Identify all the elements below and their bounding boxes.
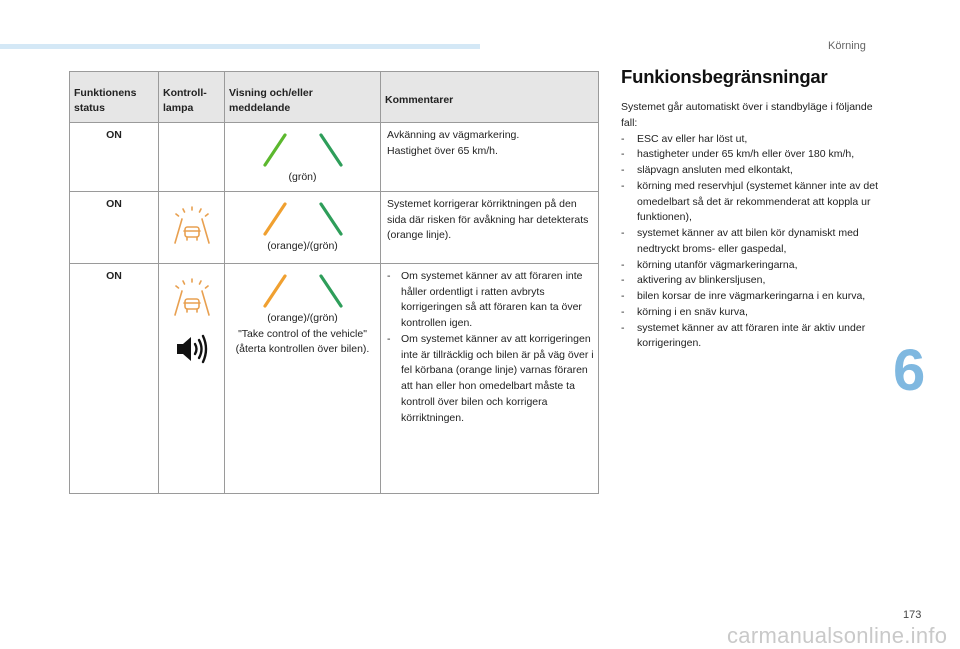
lane-assist-lamp-icon (170, 205, 214, 245)
speaker-icon (174, 333, 210, 365)
display-caption: (orange)/(grön) (267, 311, 338, 324)
lamp-cell (159, 123, 225, 192)
limitations-section (621, 66, 883, 352)
list-item: - körning i en snäv kurva, (621, 305, 883, 321)
function-table (69, 71, 599, 494)
status-cell: ON (70, 123, 159, 192)
display-cell (225, 191, 381, 263)
chapter-number: 6 (893, 338, 926, 403)
comment-line: Hastighet över 65 km/h. (387, 144, 498, 157)
section-title: Funkionsbegränsningar (621, 66, 828, 87)
list-item: - bilen korsar de inre vägmarkeringarna i en kurva, (621, 289, 883, 305)
list-item: - körning med reservhjul (systemet känner inte av det omedelbart så det är rekommenderat att koppla ur funktionen), (621, 179, 883, 226)
table-header-row (70, 72, 599, 123)
display-caption: (grön) (288, 171, 317, 183)
list-item: - aktivering av blinkersljusen, (621, 273, 883, 289)
list-item: - systemet känner av att föraren inte är aktiv under korrigeringen. (621, 321, 883, 353)
status-cell: ON (70, 191, 159, 263)
comment-cell (381, 123, 599, 192)
lane-lines-icon (253, 132, 353, 168)
lamp-cell (159, 263, 225, 493)
list-item: - Om systemet känner av att korrigeringen inte är tillräcklig och bilen är på väg över i fel körbana (orange linje) varnas föraren att han eller hon omedelbart måste ta kontroll över bilen och korrigera körriktningen. (387, 332, 594, 427)
comment-cell (381, 191, 599, 263)
display-caption: (orange)/(grön) (267, 239, 338, 252)
column-header: Kontroll-lampa (159, 72, 225, 123)
column-header: Funktionens status (70, 72, 159, 123)
table-row (70, 123, 599, 192)
display-cell (225, 263, 381, 493)
list-item: - körning utanför vägmarkeringarna, (621, 258, 883, 274)
display-message: "Take control of the vehicle" (återta kontrollen över bilen). (235, 327, 370, 356)
column-header: Kommentarer (381, 72, 599, 123)
lamp-cell (159, 191, 225, 263)
comment-cell (381, 263, 599, 493)
section-label: Körning (828, 40, 866, 52)
header-accent-bar (0, 44, 480, 49)
page-number: 173 (903, 609, 922, 621)
comment-line: Avkänning av vägmarkering. (387, 129, 520, 141)
list-item: - systemet känner av att bilen kör dynamiskt med nedtryckt broms- eller gaspedal, (621, 226, 883, 258)
watermark: carmanualsonline.info (727, 623, 948, 648)
display-cell (225, 123, 381, 192)
column-header: Visning och/eller meddelande (225, 72, 381, 123)
lane-assist-lamp-icon (170, 277, 214, 317)
list-item: - hastigheter under 65 km/h eller över 180 km/h, (621, 147, 883, 163)
comment-line: Systemet korrigerar körriktningen på den sida där risken för avåkning har detekterats (orange linje). (387, 197, 589, 242)
status-cell: ON (70, 263, 159, 493)
comment-list (387, 269, 594, 427)
table-row (70, 263, 599, 493)
list-item: - ESC av eller har löst ut, (621, 132, 883, 148)
table-row (70, 191, 599, 263)
lane-lines-icon (253, 201, 353, 237)
list-item: - Om systemet känner av att föraren inte håller ordentligt i ratten avbryts korrigeringen så att föraren kan ta över kontrollen igen. (387, 269, 594, 332)
lane-lines-icon (253, 273, 353, 309)
list-item: - släpvagn ansluten med elkontakt, (621, 163, 883, 179)
intro-text: Systemet går automatiskt över i standbyläge i följande fall: (621, 101, 873, 129)
limitations-list (621, 132, 883, 353)
